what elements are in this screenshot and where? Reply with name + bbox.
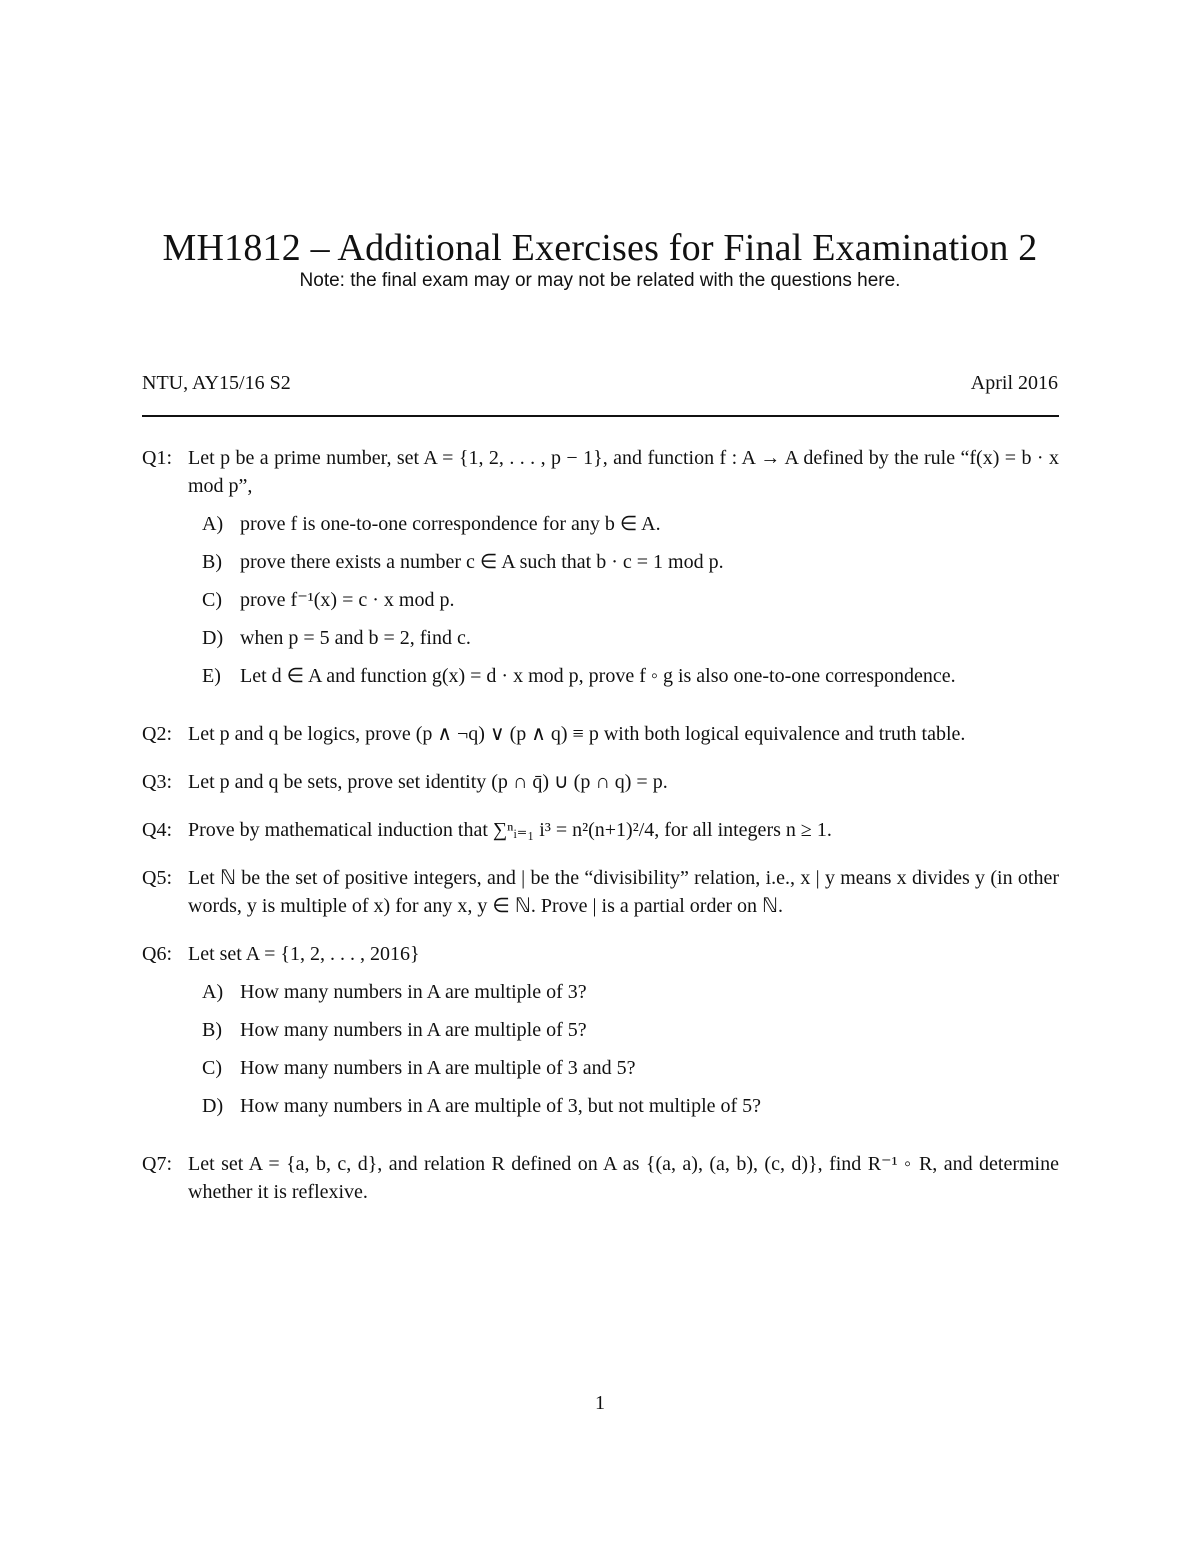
subquestion-list [188,510,1059,690]
subquestion-text: prove f is one-to-one correspondence for any b ∈ A. [240,513,661,535]
subquestion [188,624,1059,652]
question-label: Q5: [142,867,172,889]
question-3 [142,768,1059,796]
subquestion [188,1016,1059,1044]
question-7 [142,1150,1059,1206]
document-date: April 2016 [970,372,1058,394]
question-label: Q1: [142,447,172,469]
header-divider [142,415,1059,417]
question-text: Let ℕ be the set of positive integers, and | be the “divisibility” relation, i.e., x | y means x divides y (in other words, y is multiple of x) for any x, y ∈ ℕ. Prove | is a partial order on ℕ. [188,867,1059,917]
question-label: Q2: [142,723,172,745]
subquestion [188,586,1059,614]
question-label: Q3: [142,771,172,793]
subquestion-label: A) [202,513,224,535]
subquestion-text: How many numbers in A are multiple of 5? [240,1019,587,1041]
question-text: Let p be a prime number, set A = {1, 2, . . . , p − 1}, and function f : A → A defined by the rule “f(x) = b · x mod p”, [188,447,1059,497]
subquestion-label: E) [202,665,221,687]
question-label: Q7: [142,1153,172,1175]
subquestion [188,548,1059,576]
question-text: Prove by mathematical induction that ∑ⁿᵢ₌₁ i³ = n²(n+1)²/4, for all integers n ≥ 1. [188,819,832,841]
subquestion-label: D) [202,627,224,649]
question-5 [142,864,1059,920]
subquestion-label: C) [202,1057,222,1079]
question-label: Q4: [142,819,172,841]
subquestion-text: prove there exists a number c ∈ A such that b · c = 1 mod p. [240,551,724,573]
question-2 [142,720,1059,748]
question-4 [142,816,1059,844]
subquestion [188,978,1059,1006]
question-label: Q6: [142,943,172,965]
subquestion-text: Let d ∈ A and function g(x) = d · x mod p, prove f ◦ g is also one-to-one correspondence. [240,665,956,687]
subquestion [188,510,1059,538]
subquestion-label: A) [202,981,224,1003]
question-text: Let set A = {1, 2, . . . , 2016} [188,943,420,965]
document-note: Note: the final exam may or may not be related with the questions here. [299,270,901,291]
question-1 [142,444,1059,700]
institution-term: NTU, AY15/16 S2 [142,372,291,394]
question-text: Let set A = {a, b, c, d}, and relation R defined on A as {(a, a), (a, b), (c, d)}, find R⁻¹ ◦ R, and determine whether it is reflexive. [188,1153,1059,1203]
subquestion-text: prove f⁻¹(x) = c · x mod p. [240,589,455,611]
subquestion-label: B) [202,1019,222,1041]
subquestion-label: C) [202,589,222,611]
subquestion-label: D) [202,1095,224,1117]
question-text: Let p and q be sets, prove set identity (p ∩ q̄) ∪ (p ∩ q) = p. [188,771,668,793]
subquestion-text: How many numbers in A are multiple of 3, but not multiple of 5? [240,1095,762,1117]
question-6 [142,940,1059,1130]
subquestion-text: How many numbers in A are multiple of 3 and 5? [240,1057,636,1079]
question-list [142,444,1059,1226]
subquestion-text: when p = 5 and b = 2, find c. [240,627,471,649]
subquestion-text: How many numbers in A are multiple of 3? [240,981,587,1003]
subquestion [188,1092,1059,1120]
subquestion [188,662,1059,690]
document-title: MH1812 – Additional Exercises for Final Examination 2 [162,227,1038,269]
subquestion [188,1054,1059,1082]
subquestion-label: B) [202,551,222,573]
question-text: Let p and q be logics, prove (p ∧ ¬q) ∨ (p ∧ q) ≡ p with both logical equivalence and truth table. [188,723,966,745]
page-number: 1 [595,1392,605,1414]
subquestion-list [188,978,1059,1120]
